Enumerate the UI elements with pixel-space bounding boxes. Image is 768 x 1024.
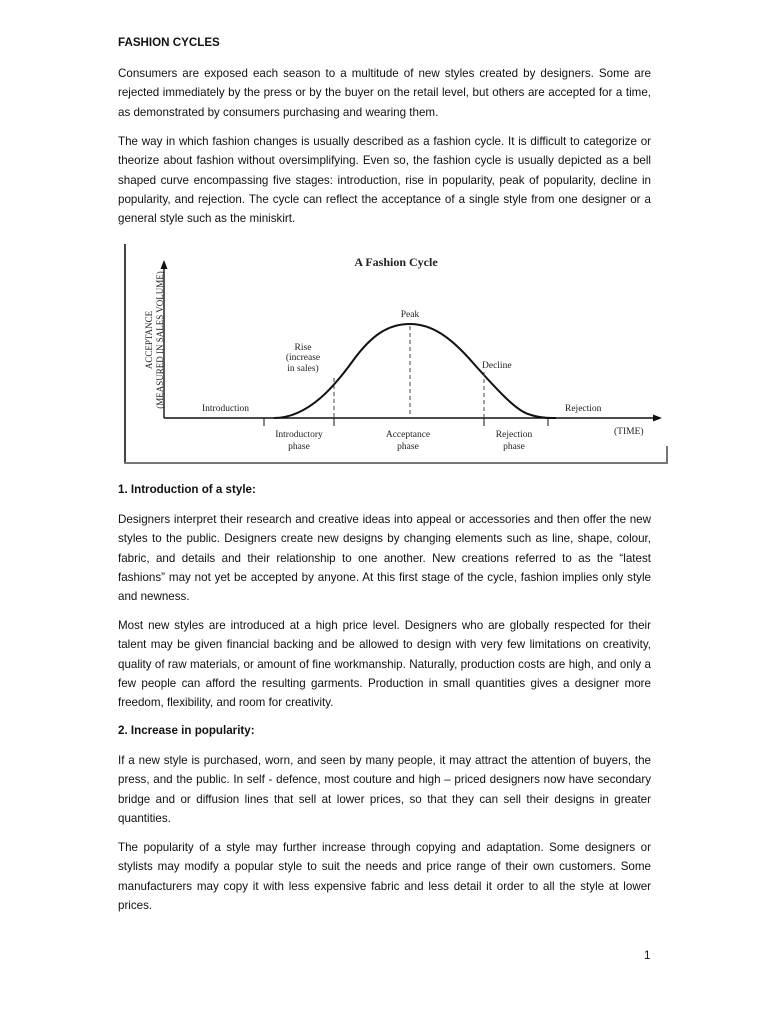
page-number: 1 [644, 949, 651, 962]
y-axis-label-line2: (MEASURED IN SALES VOLUME) [155, 271, 165, 409]
stage-peak: Peak [400, 310, 420, 320]
paragraph-popularity: If a new style is purchased, worn, and seen by many people, it may attract the attention of buyers, the press, and the public. In self - defence, most couture and high – priced designers now have secondary bridge and or diffusion lines that sell at lower prices, so that they can sell their designs in greater quantities. [118, 754, 651, 825]
stage-rise-line3: in sales) [287, 364, 319, 374]
y-axis-label-line1: ACCEPTANCE [144, 310, 154, 370]
x-axis-label: (TIME) [614, 427, 644, 437]
phase-acceptance-line2: phase [397, 442, 419, 452]
fashion-cycle-figure [124, 244, 668, 464]
stage-rise-line1: Rise [294, 343, 312, 353]
phase-rejection-line1: Rejection [495, 430, 533, 440]
section-heading-increase: 2. Increase in popularity: [118, 724, 255, 737]
phase-rejection-line2: phase [503, 442, 525, 452]
paragraph-introduction-style: Designers interpret their research and creative ideas into appeal or accessories and then offer the new styles to the public. Designers create new designs by changing elements such as line, shape, colour, fabric, and details and their relationship to one another. New creations referred to as the “latest fashions” may not yet be accepted by anyone. At this first stage of the cycle, fashion implies only style and newness. [118, 513, 651, 604]
paragraph-high-price: Most new styles are introduced at a high price level. Designers who are globally respected for their talent may be given financial backing and be allowed to design with very few limitations on creativity, quality of raw materials, or amount of fine workmanship. Naturally, production costs are high, and only a few people can afford the resulting garments. Production in small quantities gives a designer more freedom, flexibility, and room for creativity. [118, 619, 651, 710]
phase-introductory-line1: Introductory [275, 430, 323, 440]
fashion-cycle-diagram [124, 244, 668, 464]
x-axis-arrow [653, 415, 662, 422]
y-axis-arrow [161, 260, 168, 269]
phase-introductory-line2: phase [288, 442, 310, 452]
paragraph-copying: The popularity of a style may further increase through copying and adaptation. Some designers or stylists may modify a popular style to suit the needs and price range of their own customers. Some manufacturers may copy it with less expensive fabric and less detail it order to all the style at lower prices. [118, 841, 651, 912]
paragraph-fashion-cycle: The way in which fashion changes is usually described as a fashion cycle. It is difficult to categorize or theorize about fashion without oversimplifying. Even so, the fashion cycle is usually depicted as a bell shaped curve encompassing five stages: introduction, rise in popularity, peak of popularity, decline in popularity, and rejection. The cycle can reflect the acceptance of a single style from one designer or a general style such as the miniskirt. [118, 135, 651, 226]
stage-introduction: Introduction [202, 404, 249, 414]
document-title: FASHION CYCLES [118, 36, 220, 49]
stage-decline: Decline [482, 361, 512, 371]
stage-rise-line2: (increase [285, 353, 321, 363]
section-heading-introduction: 1. Introduction of a style: [118, 483, 256, 496]
paragraph-intro: Consumers are exposed each season to a multitude of new styles created by designers. Some are rejected immediately by the press or by the buyer on the retail level, but others are accepted for a time, as demonstrated by consumers purchasing and wearing them. [118, 67, 651, 119]
figure-title: A Fashion Cycle [354, 255, 438, 269]
stage-rejection: Rejection [565, 404, 602, 414]
phase-acceptance-line1: Acceptance [385, 430, 431, 440]
